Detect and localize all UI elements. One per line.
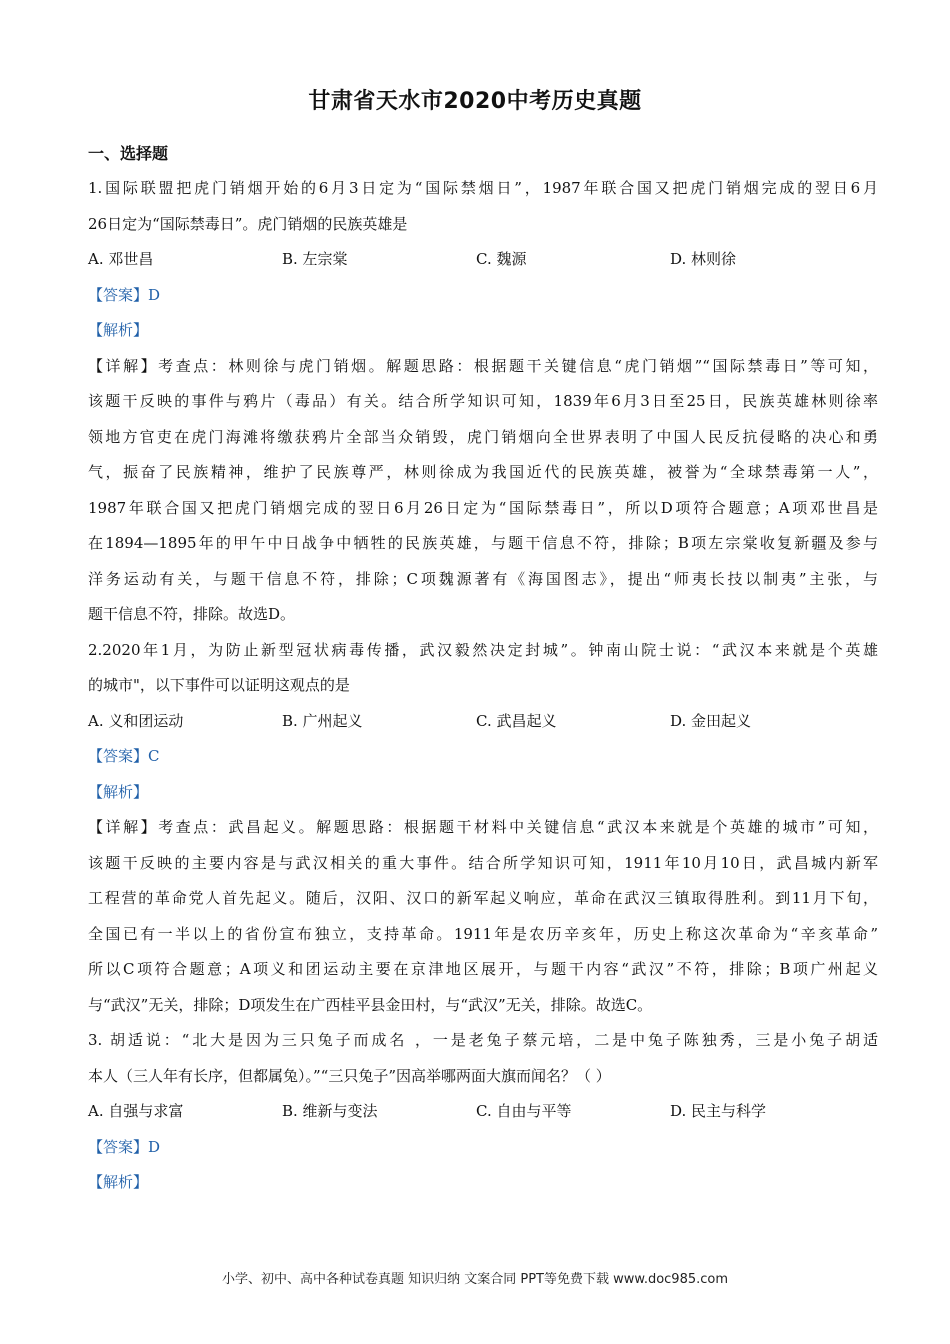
detail-line: 【详解】考查点：林则徐与虎门销烟。解题思路：根据题干关键信息“虎门销烟”“国际禁毒日”等可知， — [88, 356, 878, 375]
question-3-line-2: 本人（三人年有长序，但都属兔）。”“三只兔子”因高举哪两面大旗而闻名？（ ） — [88, 1066, 611, 1085]
detail-line: 题干信息不符，排除。故选D。 — [88, 605, 296, 623]
option-c: C. 自由与平等 — [476, 1102, 572, 1120]
detail-line: 洋务运动有关，与题干信息不符，排除；C项魏源著有《海国图志》，提出“师夷长技以制夷”主张，与 — [88, 569, 878, 588]
option-d: D. 民主与科学 — [670, 1102, 767, 1120]
detail-line: 该题干反映的事件与鸦片（毒品）有关。结合所学知识可知，1839年6月3日至25日，民族英雄林则徐率 — [88, 392, 878, 410]
question-1-options — [88, 242, 878, 278]
detail-line: 领地方官吏在虎门海滩将缴获鸦片全部当众销毁，虎门销烟向全世界表明了中国人民反抗侵略的决心和勇 — [88, 427, 878, 446]
answer-label: 【答案】D — [88, 285, 161, 304]
detail-line: 在1894—1895年的甲午中日战争中牺牲的民族英雄，与题干信息不符，排除；B项左宗棠收复新疆及参与 — [88, 534, 878, 552]
question-3-options — [88, 1094, 878, 1130]
question-1-line-2: 26日定为“国际禁毒日”。虎门销烟的民族英雄是 — [88, 214, 408, 233]
detail-line: 工程营的革命党人首先起义。随后，汉阳、汉口的新军起义响应，革命在武汉三镇取得胜利。到11月下旬， — [88, 889, 878, 907]
question-1-line-1: 1.国际联盟把虎门销烟开始的6月3日定为“国际禁烟日”，1987年联合国又把虎门销烟完成的翌日6月 — [88, 179, 878, 197]
option-c: C. 魏源 — [476, 250, 527, 268]
option-b: B. 广州起义 — [282, 711, 363, 730]
detail-line: 所以C项符合题意；A项义和团运动主要在京津地区展开，与题干内容“武汉”不符，排除；B项广州起义 — [88, 960, 878, 978]
detail-line: 与“武汉”无关，排除；D项发生在广西桂平县金田村，与“武汉”无关，排除。故选C。 — [88, 995, 653, 1014]
question-2-options — [88, 704, 878, 740]
option-a: A. 自强与求富 — [88, 1102, 184, 1120]
question-2-line-1: 2.2020年1月，为防止新型冠状病毒传播，武汉毅然决定封城”。钟南山院士说：“武汉本来就是个英雄 — [88, 640, 878, 659]
answer-label: 【答案】C — [88, 747, 160, 765]
page-footer: 小学、初中、高中各种试卷真题 知识归纳 文案合同 PPT等免费下载 www.doc985.com — [221, 1272, 729, 1287]
questions-content — [88, 171, 878, 1201]
option-d: D. 金田起义 — [670, 711, 752, 730]
analysis-label: 【解析】 — [88, 1173, 149, 1191]
option-b: B. 左宗棠 — [282, 250, 348, 268]
detail-line: 气，振奋了民族精神，维护了民族尊严，林则徐成为我国近代的民族英雄，被誉为“全球禁毒第一人”， — [88, 463, 878, 481]
option-b: B. 维新与变法 — [282, 1102, 378, 1120]
detail-line: 【详解】考查点：武昌起义。解题思路：根据题干材料中关键信息“武汉本来就是个英雄的城市”可知， — [88, 818, 878, 836]
question-3-line-1: 3. 胡适说：“北大是因为三只兔子而成名 ，一是老兔子蔡元培，二是中兔子陈独秀，三是小兔子胡适 — [88, 1031, 878, 1049]
question-2-line-2: 的城市"，以下事件可以证明这观点的是 — [88, 676, 350, 694]
document-title: 甘肃省天水市2020中考历史真题 — [308, 89, 642, 114]
option-c: C. 武昌起义 — [476, 711, 557, 730]
section-heading: 一、选择题 — [88, 144, 169, 163]
detail-line: 全国已有一半以上的省份宣布独立，支持革命。1911年是农历辛亥年，历史上称这次革命为“辛亥革命” — [88, 924, 878, 943]
option-a: A. 邓世昌 — [88, 250, 154, 268]
option-a: A. 义和团运动 — [88, 711, 184, 730]
detail-line: 该题干反映的主要内容是与武汉相关的重大事件。结合所学知识可知，1911年10月10日，武昌城内新军 — [88, 853, 878, 872]
answer-label: 【答案】D — [88, 1137, 161, 1156]
detail-line: 1987年联合国又把虎门销烟完成的翌日6月26日定为“国际禁毒日”，所以D项符合题意；A项邓世昌是 — [88, 498, 878, 517]
option-d: D. 林则徐 — [670, 250, 737, 268]
analysis-label: 【解析】 — [88, 321, 149, 339]
analysis-label: 【解析】 — [88, 782, 149, 801]
